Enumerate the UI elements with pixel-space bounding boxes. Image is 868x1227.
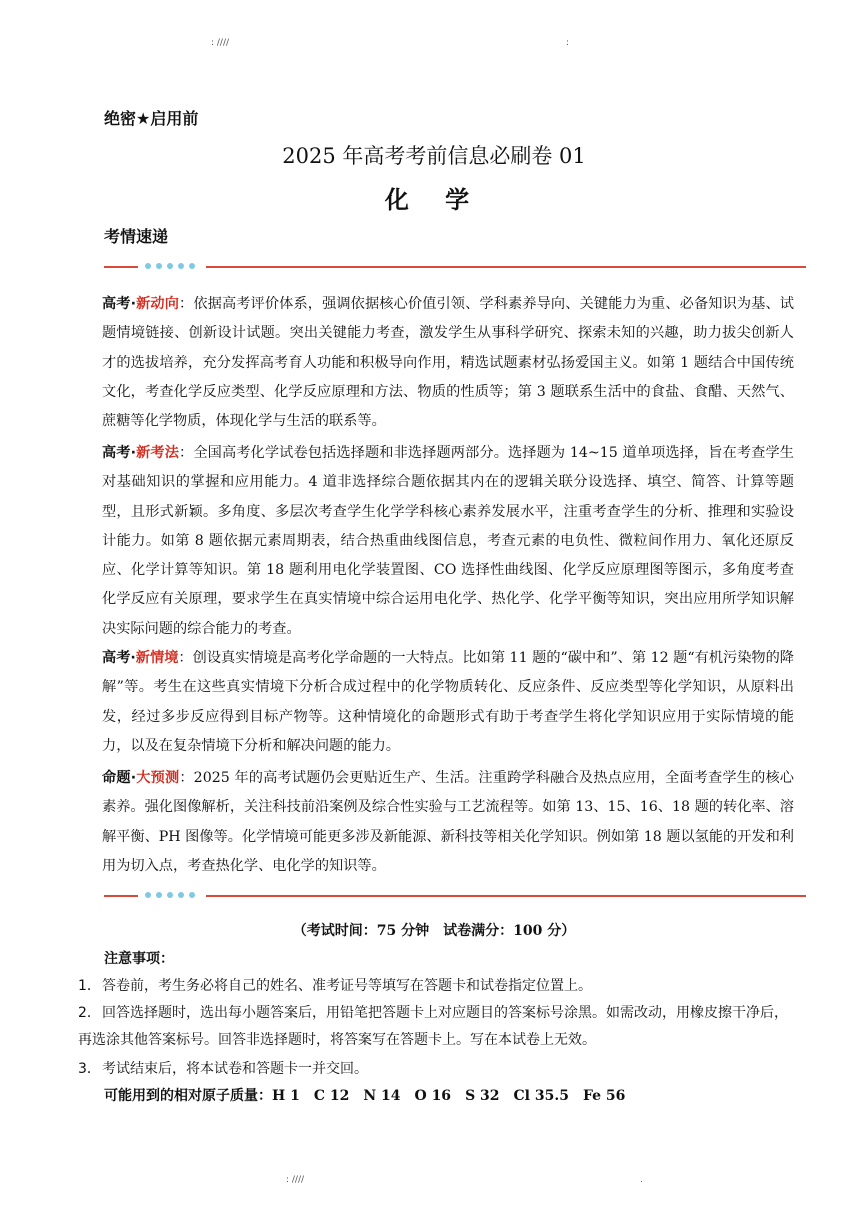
top-divider	[104, 261, 806, 273]
atomic-masses	[104, 1085, 639, 1105]
atomic-mass-item: Cl 35.5	[513, 1088, 569, 1104]
footer-mark-left: : ////	[286, 1175, 305, 1185]
secret-label: 绝密★启用前	[104, 109, 199, 128]
paragraph-body: ：依据高考评价体系，强调依据核心价值引领、学科素养导向、关键能力为重、必备知识为基、试题情境链接、创新设计试题。突出关键能力考查，激发学生从事科学研究、探索未知的兴趣，助力拔尖创新人才的选拔培养，充分发挥高考育人功能和积极导向作用，精选试题素材弘扬爱国主义。如第 1 题结合中国传统文化，考查化学反应类型、化学反应原理和方法、物质的性质等；第 3 题联系生活中的食盐、食醋、天然气、蔗糖等化学物质，体现化学与生活的联系等。	[102, 296, 794, 430]
atomic-mass-item: N 14	[363, 1088, 401, 1104]
paragraph-label-prefix: 高考·	[102, 296, 136, 312]
paragraph-label-prefix: 高考·	[102, 650, 136, 666]
paragraph-body: ：2025 年的高考试题仍会更贴近生产、生活。注重跨学科融合及热点应用，全面考查学生的核心素养。强化图像解析，关注科技前沿案例及综合性实验与工艺流程等。如第 13、15、16、18 题的转化率、溶解平衡、PH 图像等。化学情境可能更多涉及新能源、新科技等相关化学知识。例如第 18 题以氢能的开发和利用为切入点，考查热化学、电化学的知识等。	[102, 770, 794, 874]
notice-number: 3．	[78, 1061, 101, 1077]
page-title: 2025 年高考考前信息必刷卷 01	[282, 144, 586, 168]
notice-number: 2．	[78, 1005, 101, 1021]
paragraph-label-prefix: 命题·	[102, 770, 137, 786]
paragraph-prediction	[102, 764, 794, 881]
paragraph-body: ：全国高考化学试卷包括选择题和非选择题两部分。选择题为 14~15 道单项选择，旨在考查学生对基础知识的掌握和应用能力。4 道非选择综合题依据其内在的逻辑关联分设选择、填空、简答、计算等题型，且形式新颖。多角度、多层次考查学生化学学科核心素养发展水平，注重考查学生的分析、推理和实验设计能力。如第 8 题依据元素周期表，结合热重曲线图信息，考查元素的电负性、微粒间作用力、氧化还原反应、化学计算等知识。第 18 题利用电化学装置图、CO 选择性曲线图、化学反应原理图等图示，多角度考查化学反应有关原理，要求学生在真实情境中综合运用电化学、热化学、化学平衡等知识，突出应用所学知识解决实际问题的综合能力的考查。	[102, 445, 794, 637]
header-mark-right: :	[566, 38, 570, 48]
paragraph-label-highlight: 大预测	[136, 770, 180, 786]
footer-mark-right: .	[640, 1175, 643, 1185]
notice-item	[78, 1056, 794, 1083]
paragraph-label-prefix: 高考·	[102, 445, 136, 461]
paragraph-new-method	[102, 439, 794, 644]
exam-info: （考试时间：75 分钟 试卷满分：100 分）	[292, 923, 576, 939]
notice-text: 考试结束后，将本试卷和答题卡一并交回。	[102, 1061, 368, 1077]
paragraph-body: ：创设真实情境是高考化学命题的一大特点。比如第 11 题的“碳中和”、第 12 题“有机污染物的降解”等。考生在这些真实情境下分析合成过程中的化学物质转化、反应条件、反应类型等化学知识，从原料出发，经过多步反应得到目标产物等。这种情境化的命题形式有助于考查学生将化学知识应用于实际情境的能力，以及在复杂情境下分析和解决问题的能力。	[102, 650, 794, 754]
paragraph-new-direction	[102, 290, 794, 436]
paragraph-label-highlight: 新动向	[136, 296, 180, 312]
notice-heading: 注意事项：	[104, 951, 174, 967]
header-mark-left: : ////	[211, 38, 230, 48]
atomic-masses-label: 可能用到的相对原子质量：	[104, 1088, 272, 1104]
atomic-mass-item: H 1	[272, 1088, 300, 1104]
notice-text: 答卷前，考生务必将自己的姓名、准考证号等填写在答题卡和试卷指定位置上。	[102, 978, 592, 994]
notice-item	[78, 973, 794, 1000]
section-heading: 考情速递	[104, 227, 169, 246]
bottom-divider	[104, 890, 806, 902]
atomic-mass-item: C 12	[313, 1088, 350, 1104]
atomic-mass-item: S 32	[465, 1088, 500, 1104]
notice-item	[78, 1000, 794, 1054]
subject-title: 化 学	[384, 185, 484, 214]
paragraph-new-context	[102, 644, 794, 761]
atomic-mass-item: Fe 56	[582, 1088, 626, 1104]
paragraph-label-highlight: 新情境	[135, 650, 179, 666]
paragraph-label-highlight: 新考法	[136, 445, 180, 461]
notice-text: 回答选择题时，选出每小题答案后，用铅笔把答题卡上对应题目的答案标号涂黑。如需改动，用橡皮擦干净后，再选涂其他答案标号。回答非选择题时，将答案写在答题卡上。写在本试卷上无效。	[78, 1005, 788, 1048]
notice-number: 1．	[78, 978, 101, 994]
atomic-mass-item: O 16	[414, 1088, 452, 1104]
